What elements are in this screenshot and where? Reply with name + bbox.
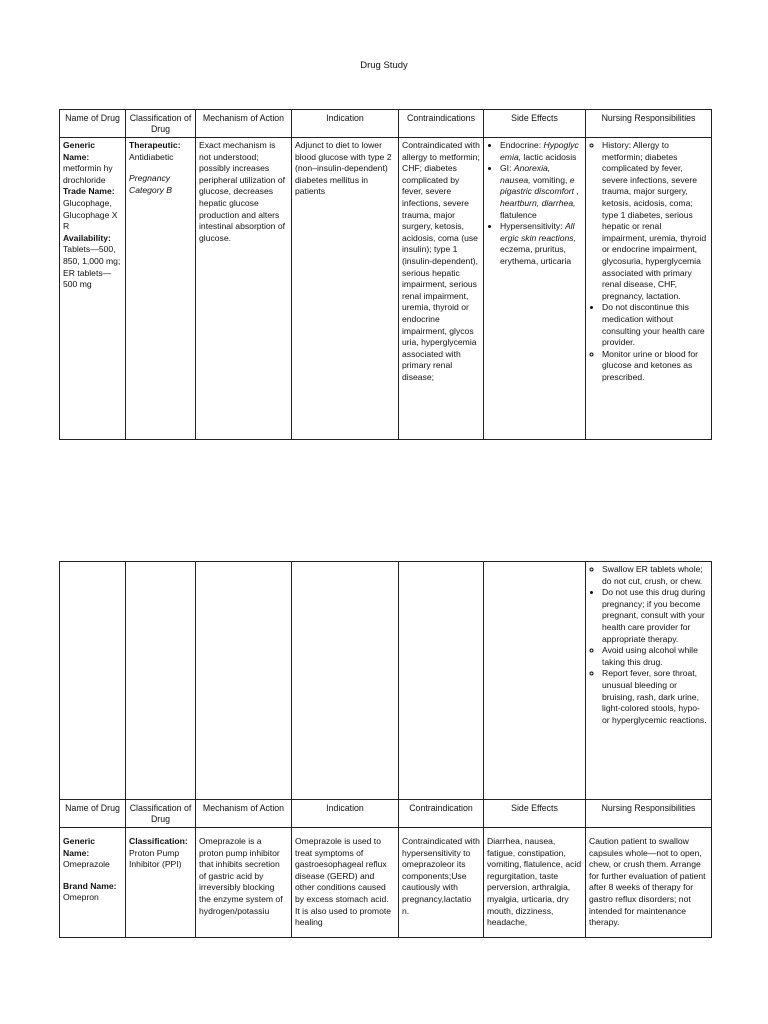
classification-label: Classification: xyxy=(129,836,188,846)
nursing-cell xyxy=(586,138,712,440)
header-indication: Indication xyxy=(292,800,399,828)
list-item: ◦ History: Allergy to metformin; diabetes complicated by fever, severe infections, severe trauma, major surgery, ketosis, acidosis, coma; type 1 diabetes, serious hepatic or renal impairment, uremia, thyroid or endocrine impairment, glycosuria, hyperglycemia associated with primary renal disease, CHF, pregnancy, lactation. xyxy=(602,140,708,302)
header-side-effects: Side Effects xyxy=(484,800,586,828)
header-nursing: Nursing Responsibilities xyxy=(586,110,712,138)
metformin-table xyxy=(59,109,712,440)
drug-name-cell xyxy=(60,828,126,938)
list-item: • Endocrine: Hypoglyc emia, lactic acidosis xyxy=(500,140,582,163)
list-item: ◦ Report fever, sore throat, unusual bleeding or bruising, rash, dark urine, light-colored stools, hypo- or hyperglycemic reactions. xyxy=(602,668,708,726)
header-classification: Classification of Drug xyxy=(126,800,196,828)
trade-name-label: Trade Name: xyxy=(63,186,115,197)
header-name-of-drug: Name of Drug xyxy=(60,800,126,828)
list-item: • GI: Anorexia, nausea, vomiting, e pigastric discomfort , heartburn, diarrhea, flatulence xyxy=(500,163,582,221)
generic-name-label: Generic Name: xyxy=(63,140,96,162)
table-row xyxy=(60,562,712,800)
list-item: ◦ Monitor urine or blood for glucose and ketones as prescribed. xyxy=(602,349,708,384)
mechanism-cell: Exact mechanism is not understood; possibly increases peripheral utilization of glucose, decreases hepatic glucose production and alters intestinal absorption of glucose. xyxy=(196,138,292,440)
availability-value: Tablets—500, 850, 1,000 mg; ER tablets— 500 mg xyxy=(63,244,121,290)
side-effects-cell: Diarrhea, nausea, fatigue, constipation, vomiting, flatulence, acid regurgitation, taste perversion, arthralgia, myalgia, urticaria, dry mouth, dizziness, headache, xyxy=(484,828,586,938)
table-header-row xyxy=(60,800,712,828)
drug-name-cell xyxy=(60,138,126,440)
mechanism-cell: Omeprazole is a proton pump inhibitor that inhibits secretion of gastric acid by irreversibly blocking the enzyme system of hydrogen/potassiu xyxy=(196,828,292,938)
trade-name-value: Glucophage, Glucophage X R xyxy=(63,197,118,232)
generic-name-label: Generic Name: xyxy=(63,836,96,858)
nursing-cell: Caution patient to swallow capsules whole—not to open, chew, or crush them. Arrange for further evaluation of patient after 8 weeks of therapy for gastro reflux disorders; not intended for maintenance therapy. xyxy=(586,828,712,938)
header-side-effects: Side Effects xyxy=(484,110,586,138)
classification-cell xyxy=(126,138,196,440)
side-effects-cell xyxy=(484,138,586,440)
list-item: ◦ Swallow ER tablets whole; do not cut, crush, or chew. xyxy=(602,564,708,587)
list-item: • Do not use this drug during pregnancy; if you become pregnant, consult with your health care provider for appropriate therapy. xyxy=(602,587,708,645)
generic-name-value: metformin hy drochloride xyxy=(63,163,113,185)
header-nursing: Nursing Responsibilities xyxy=(586,800,712,828)
header-mechanism: Mechanism of Action xyxy=(196,800,292,828)
list-item: • Hypersensitivity: All ergic skin reactions, eczema, pruritus, erythema, urticaria xyxy=(500,221,582,267)
header-classification: Classification of Drug xyxy=(126,110,196,138)
classification-value: Proton Pump Inhibitor (PPI) xyxy=(129,847,182,870)
pregnancy-category: Pregnancy Category B xyxy=(129,173,172,195)
list-item: ◦ Avoid using alcohol while taking this drug. xyxy=(602,645,708,668)
header-name-of-drug: Name of Drug xyxy=(60,110,126,138)
table-row xyxy=(60,828,712,938)
document-title: Drug Study xyxy=(360,60,408,71)
contraindications-cell: Contraindicated with allergy to metformin; CHF; diabetes complicated by fever, severe infections, severe trauma, major surgery, ketosis, acidosis, coma (use insulin); type 1 (insulin-dependent), serious hepatic impairment, serious renal impairment, uremia, thyroid or endocrine impairment, glycos uria, hyperglycemia associated with primary renal disease; xyxy=(399,138,484,440)
nursing-continued-cell xyxy=(586,562,712,800)
header-indication: Indication xyxy=(292,110,399,138)
table-row xyxy=(60,138,712,440)
header-contraindication: Contraindication xyxy=(399,800,484,828)
brand-name-label: Brand Name: xyxy=(63,880,117,891)
generic-name-value: Omeprazole xyxy=(63,859,110,870)
classification-label: Therapeutic: xyxy=(129,140,181,150)
omeprazole-table xyxy=(59,561,712,938)
table-header-row xyxy=(60,110,712,138)
header-contraindications: Contraindications xyxy=(399,110,484,138)
classification-value: Antidiabetic xyxy=(129,151,174,162)
header-mechanism: Mechanism of Action xyxy=(196,110,292,138)
brand-name-value: Omepron xyxy=(63,892,99,903)
indication-cell: Adjunct to diet to lower blood glucose with type 2 (non–insulin-dependent) diabetes mellitus in patients xyxy=(292,138,399,440)
contraindication-cell: Contraindicated with hypersensitivity to omeprazoleor its components;Use cautiously with pregnancy,lactatio n. xyxy=(399,828,484,938)
list-item: • Do not discontinue this medication without consulting your health care provider. xyxy=(602,302,708,348)
availability-label: Availability: xyxy=(63,232,111,243)
classification-cell xyxy=(126,828,196,938)
indication-cell: Omeprazole is used to treat symptoms of gastroesophageal reflux disease (GERD) and other conditions caused by excess stomach acid. It is also used to promote healing xyxy=(292,828,399,938)
